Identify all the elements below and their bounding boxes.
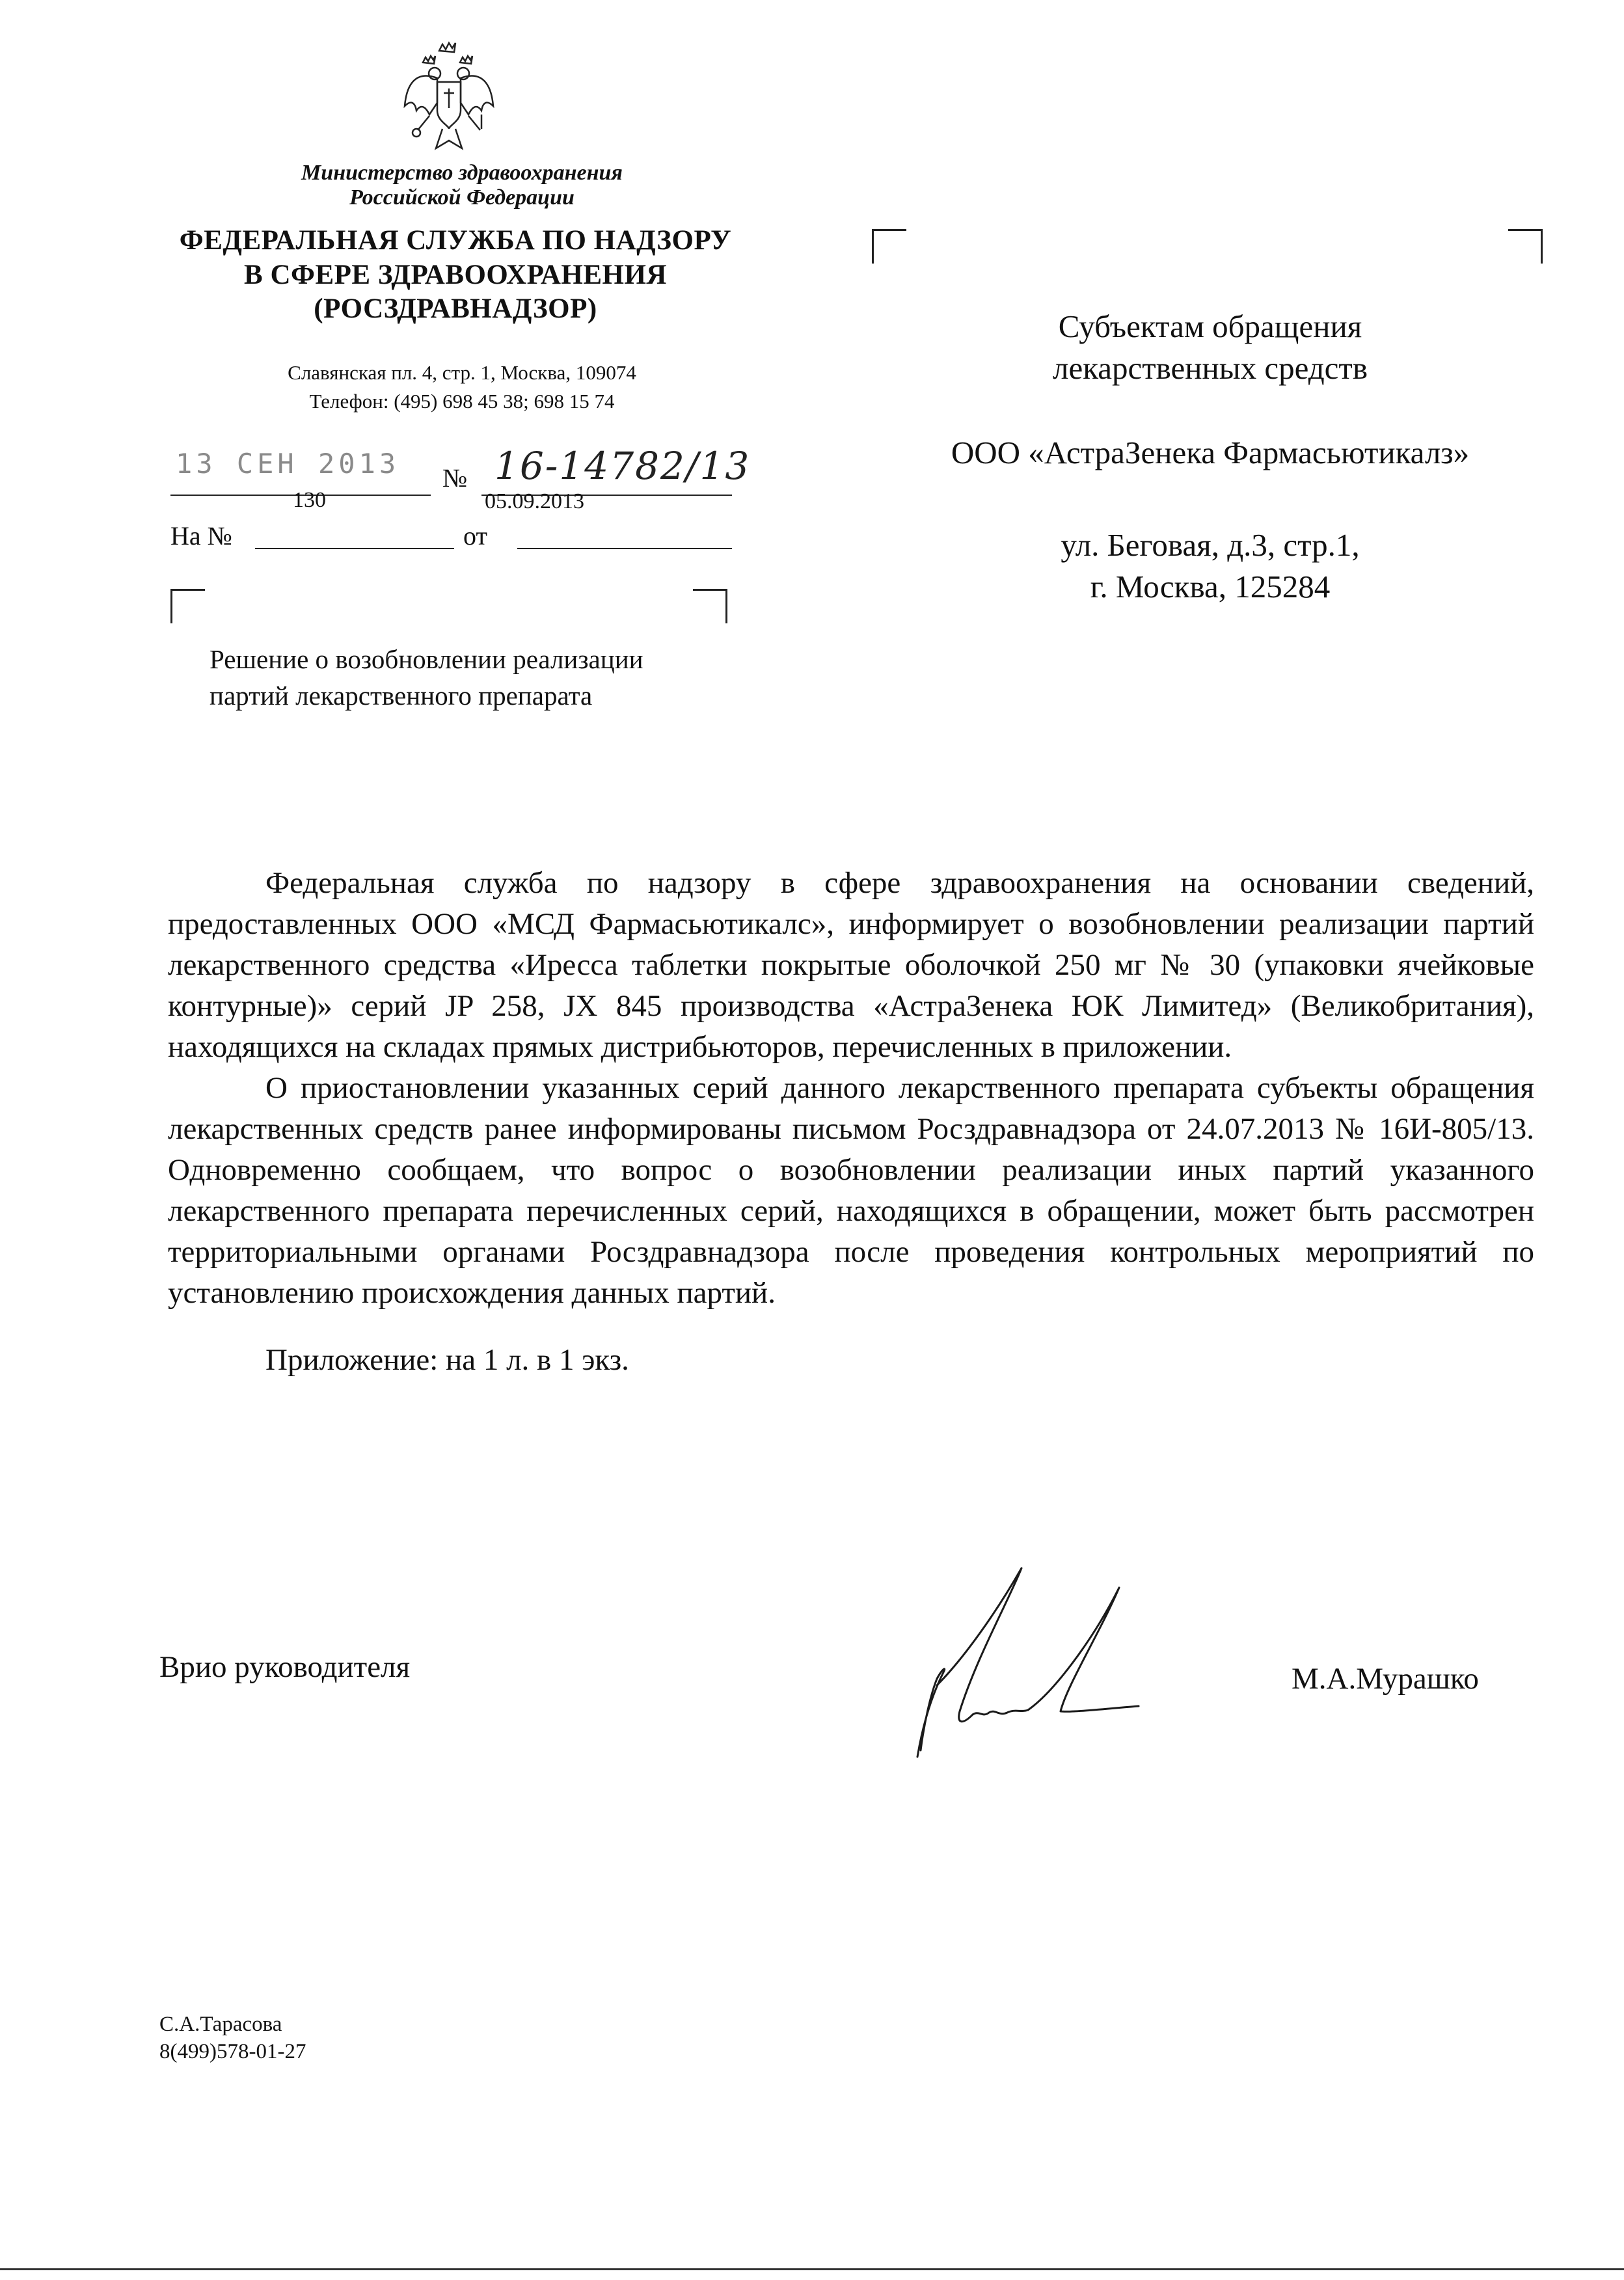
- agency-phone: Телефон: (495) 698 45 38; 698 15 74: [309, 390, 615, 413]
- letter-body: [168, 863, 1534, 1381]
- registration-sub-date: 05.09.2013: [485, 489, 584, 513]
- bottom-edge-line: [0, 2268, 1624, 2270]
- signatory-name: М.А.Мурашко: [1292, 1662, 1479, 1696]
- number-label: №: [442, 463, 468, 493]
- agency-name-line1: ФЕДЕРАЛЬНАЯ СЛУЖБА ПО НАДЗОРУ: [179, 225, 732, 256]
- signatory-position: Врио руководителя: [159, 1650, 411, 1684]
- reply-to-date-label: от: [463, 521, 487, 550]
- addressee-line1: Субъектам обращения: [1058, 308, 1362, 344]
- attachment-note: Приложение: на 1 л. в 1 экз.: [265, 1343, 629, 1377]
- addressee-line2: лекарственных средств: [1053, 350, 1368, 386]
- reply-to-date-field: [517, 548, 732, 549]
- addressee-company: ООО «АстраЗенека Фармасьютикалз»: [951, 435, 1470, 470]
- addressee-street: ул. Беговая, д.3, стр.1,: [1061, 527, 1360, 563]
- agency-name-line2: В СФЕРЕ ЗДРАВООХРАНЕНИЯ: [244, 260, 667, 290]
- addressee-bracket-left: [872, 229, 906, 264]
- ministry-name-line1: Министерство здравоохранения: [301, 161, 623, 185]
- registration-date-stamp: 13 СЕН 2013: [176, 448, 400, 480]
- subject-line1: Решение о возобновлении реализации: [210, 644, 643, 674]
- agency-address: Славянская пл. 4, стр. 1, Москва, 109074: [288, 361, 636, 384]
- subject-bracket-left: [170, 589, 205, 623]
- reply-to-number-field: [255, 548, 454, 549]
- subject-bracket-right: [693, 589, 727, 623]
- addressee-city: г. Москва, 125284: [1090, 569, 1331, 604]
- executor-name: С.А.Тарасова: [159, 2013, 282, 2036]
- coat-of-arms-emblem: [397, 38, 501, 155]
- executor-phone: 8(499)578-01-27: [159, 2040, 306, 2063]
- registration-sub-number: 130: [293, 488, 326, 512]
- reply-to-number-label: На №: [170, 521, 232, 550]
- body-paragraph-1: Федеральная служба по надзору в сфере здравоохранения на основании сведений, предоставленных ООО «МСД Фармасьютикалс», информирует о возобновлении реализации партий лекарственного средства «Иресса таблетки покрытые оболочкой 250 мг № 30 (упаковки ячейковые контурные)» серий JP 258, JX 845 производства «АстраЗенека ЮК Лимитед» (Великобритания), находящихся на складах прямых дистрибьюторов, перечисленных в приложении.: [168, 866, 1534, 1064]
- ministry-name-line2: Российской Федерации: [349, 185, 575, 210]
- subject-line2: партий лекарственного препарата: [210, 681, 593, 711]
- body-paragraph-2: О приостановлении указанных серий данного лекарственного препарата субъекты обращения лекарственных средств ранее информированы письмом Росздравнадзора от 24.07.2013 № 16И-805/13. Одновременно сообщаем, что вопрос о возобновлении реализации иных партий указанного лекарственного препарата перечисленных серий, находящихся в обращении, может быть рассмотрен территориальными органами Росздравнадзора после проведения контрольных мероприятий по установлению происхождения данных партий.: [168, 1071, 1534, 1310]
- agency-name-line3: (РОСЗДРАВНАДЗОР): [314, 293, 597, 324]
- handwritten-signature: [898, 1562, 1223, 1776]
- addressee-bracket-right: [1508, 229, 1543, 264]
- outgoing-number-handwritten: 16-14782/13: [494, 444, 751, 488]
